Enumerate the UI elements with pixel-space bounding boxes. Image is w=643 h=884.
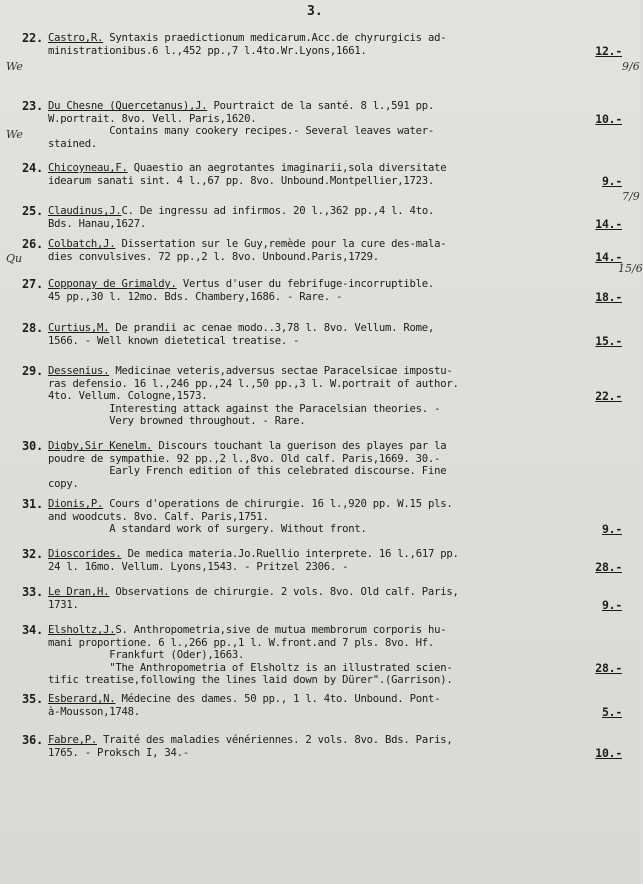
margin-mark: We [6, 60, 23, 73]
catalogue-entry [22, 32, 622, 57]
entry-text [48, 100, 622, 150]
catalogue-entry [22, 440, 622, 490]
entry-line: 1731. [48, 598, 79, 611]
entry-number: 36. [22, 733, 43, 747]
entry-line: Very browned throughout. - Rare. [48, 415, 306, 428]
entry-price: 28.- [595, 559, 622, 574]
entry-price: 14.- [595, 216, 622, 231]
entry-number: 34. [22, 623, 43, 637]
catalogue-entry [22, 322, 622, 347]
entry-text [48, 586, 622, 611]
entry-text [48, 238, 622, 263]
entry-line: à-Mousson,1748. [48, 705, 140, 718]
catalogue-entry [22, 734, 622, 759]
catalogue-entry [22, 586, 622, 611]
catalogue-entry [22, 624, 622, 687]
entry-price: 28.- [595, 660, 622, 675]
entry-price: 9.- [601, 173, 622, 188]
catalogue-entry [22, 100, 622, 150]
catalogue-entry [22, 278, 622, 303]
entry-text [48, 32, 622, 57]
entry-text [48, 365, 622, 428]
entry-number: 28. [22, 321, 43, 335]
entry-number: 26. [22, 237, 43, 251]
entry-line: 45 pp.,30 l. 12mo. Bds. Chambery,1686. - Rare. - [48, 290, 343, 303]
entry-number: 22. [22, 31, 43, 45]
entry-number: 32. [22, 547, 43, 561]
entry-line: Elsholtz,J.S. Anthropometria,sive de mutua membrorum corporis hu- [48, 624, 447, 636]
margin-note: 15/6 [618, 262, 643, 275]
entry-line: dies convulsives. 72 pp.,2 l. 8vo. Unbound.Paris,1729. [48, 250, 379, 263]
entry-line: Castro,R. Syntaxis praedictionum medicarum.Acc.de chyrurgicis ad- [48, 32, 447, 44]
entry-line: poudre de sympathie. 92 pp.,2 l.,8vo. Old calf. Paris,1669. 30.- [48, 452, 441, 465]
entry-number: 23. [22, 99, 43, 113]
entry-line: Interesting attack against the Paracelsian theories. - [48, 402, 441, 415]
catalogue-entry [22, 238, 622, 263]
entry-line: 1566. - Well known dietetical treatise. - [48, 334, 300, 347]
entry-line: 4to. Vellum. Cologne,1573. [48, 390, 208, 403]
entry-line: Dioscorides. De medica materia.Jo.Ruellio interprete. 16 l.,617 pp. [48, 548, 459, 560]
entry-line: stained. [48, 137, 98, 150]
entry-line: W.portrait. 8vo. Vell. Paris,1620. [48, 112, 257, 125]
entry-price: 14.- [595, 249, 622, 264]
catalogue-entry [22, 693, 622, 718]
entry-line: Claudinus,J.C. De ingressu ad infirmos. 20 l.,362 pp.,4 l. 4to. [48, 205, 435, 217]
entry-text [48, 322, 622, 347]
entry-text [48, 205, 622, 230]
entry-line: 24 l. 16mo. Vellum. Lyons,1543. - Pritzel 2306. - [48, 560, 349, 573]
entry-price: 15.- [595, 333, 622, 348]
entry-price: 18.- [595, 289, 622, 304]
entry-text [48, 162, 622, 187]
entry-line: Chicoyneau,F. Quaestio an aegrotantes imaginarii,sola diversitate [48, 162, 447, 174]
entry-number: 25. [22, 204, 43, 218]
catalogue-entry [22, 498, 622, 536]
entry-line: A standard work of surgery. Without front. [48, 523, 367, 536]
entry-line: copy. [48, 477, 79, 490]
entry-line: Dessenius. Medicinae veteris,adversus sectae Paracelsicae impostu- [48, 365, 453, 377]
entry-price: 5.- [601, 704, 622, 719]
entry-number: 27. [22, 277, 43, 291]
entry-line: Fabre,P. Traité des maladies vénériennes. 2 vols. 8vo. Bds. Paris, [48, 734, 453, 746]
entry-price: 9.- [601, 522, 622, 537]
entry-price: 22.- [595, 389, 622, 404]
catalogue-entry [22, 548, 622, 573]
margin-note: 9/6 [622, 60, 640, 73]
entry-text [48, 278, 622, 303]
page-number: 3. [307, 4, 323, 19]
entry-line: and woodcuts. 8vo. Calf. Paris,1751. [48, 510, 269, 523]
entry-line: Frankfurt (Oder),1663. [48, 649, 245, 662]
entry-number: 24. [22, 161, 43, 175]
entry-line: tific treatise,following the lines laid down by Dürer".(Garrison). [48, 674, 453, 687]
entry-price: 12.- [595, 43, 622, 58]
entry-text [48, 734, 622, 759]
catalogue-entry [22, 205, 622, 230]
entry-text [48, 440, 622, 490]
catalogue-entry [22, 365, 622, 428]
entry-number: 35. [22, 692, 43, 706]
entry-line: Copponay de Grimaldy. Vertus d'user du febrifuge-incorruptible. [48, 278, 435, 290]
margin-mark: Qu [6, 252, 23, 265]
entry-line: ministrationibus.6 l.,452 pp.,7 l.4to.Wr.Lyons,1661. [48, 44, 367, 57]
entry-line: Colbatch,J. Dissertation sur le Guy,remède pour la cure des-mala- [48, 238, 447, 250]
entry-line: "The Anthropometria of Elsholtz is an illustrated scien- [48, 661, 453, 674]
catalogue-entry [22, 162, 622, 187]
entry-price: 10.- [595, 111, 622, 126]
entry-number: 33. [22, 585, 43, 599]
entry-text [48, 624, 622, 687]
entry-text [48, 548, 622, 573]
entry-line: idearum sanati sint. 4 l.,67 pp. 8vo. Unbound.Montpellier,1723. [48, 174, 435, 187]
entry-price: 9.- [601, 597, 622, 612]
margin-mark: We [6, 128, 23, 141]
entry-text [48, 498, 622, 536]
entry-line: mani proportione. 6 l.,266 pp.,1 l. W.front.and 7 pls. 8vo. Hf. [48, 636, 435, 649]
entry-line: Esberard,N. Médecine des dames. 50 pp., 1 l. 4to. Unbound. Pont- [48, 693, 441, 705]
entry-line: Curtius,M. De prandii ac cenae modo..3,78 l. 8vo. Vellum. Rome, [48, 322, 435, 334]
margin-note: 7/9 [622, 190, 640, 203]
entry-line: ras defensio. 16 l.,246 pp.,24 l.,50 pp.,3 l. W.portrait of author. [48, 377, 459, 390]
entry-price: 10.- [595, 745, 622, 760]
entry-line: Contains many cookery recipes.- Several leaves water- [48, 125, 435, 138]
entry-line: Digby,Sir Kenelm. Discours touchant la guerison des playes par la [48, 440, 447, 452]
entry-line: Bds. Hanau,1627. [48, 217, 147, 230]
entry-line: 1765. - Proksch I, 34.- [48, 746, 189, 759]
entry-line: Early French edition of this celebrated discourse. Fine [48, 465, 447, 478]
entry-line: Dionis,P. Cours d'operations de chirurgie. 16 l.,920 pp. W.15 pls. [48, 498, 453, 510]
entry-number: 31. [22, 497, 43, 511]
entry-number: 29. [22, 364, 43, 378]
entry-line: Du Chesne (Quercetanus),J. Pourtraict de la santé. 8 l.,591 pp. [48, 100, 435, 112]
entry-number: 30. [22, 439, 43, 453]
entry-line: Le Dran,H. Observations de chirurgie. 2 vols. 8vo. Old calf. Paris, [48, 586, 459, 598]
entry-text [48, 693, 622, 718]
